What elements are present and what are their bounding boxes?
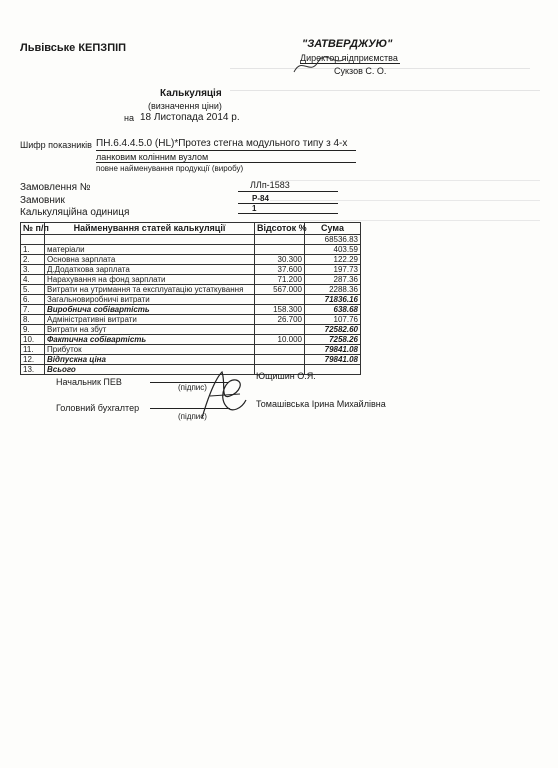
- row-sum: 403.59: [305, 245, 361, 255]
- row-sum: 107.76: [305, 315, 361, 325]
- row-percent: [255, 245, 305, 255]
- product-code-label: Шифр показників: [20, 140, 92, 150]
- table-row: [21, 235, 361, 245]
- chief-signature-caption: (підпис): [178, 383, 207, 392]
- customer-value: Р-84: [252, 194, 269, 203]
- row-percent: [255, 325, 305, 335]
- chief-pev-name: Ющишин О.Я.: [256, 371, 316, 381]
- order-value: ЛЛп-1583: [250, 180, 290, 190]
- row-sum: 72582.60: [305, 325, 361, 335]
- row-number: 6.: [21, 295, 45, 305]
- row-sum: 79841.08: [305, 355, 361, 365]
- table-row: [21, 355, 361, 365]
- header-percent: Відсоток %: [255, 223, 305, 235]
- row-item-name: Відпускна ціна: [45, 355, 255, 365]
- header-sum: Сума: [305, 223, 361, 235]
- row-sum: 68536.83: [305, 235, 361, 245]
- table-row: [21, 265, 361, 275]
- order-label: Замовлення №: [20, 182, 91, 193]
- row-sum: 79841.08: [305, 345, 361, 355]
- document-subtitle: (визначення ціни): [148, 101, 222, 111]
- row-percent: 37.600: [255, 265, 305, 275]
- director-name: Сукзов С. О.: [334, 66, 387, 76]
- table-header-row: [21, 223, 361, 235]
- row-number: 13.: [21, 365, 45, 375]
- row-number: 12.: [21, 355, 45, 365]
- row-percent: [255, 295, 305, 305]
- row-percent: [255, 355, 305, 365]
- row-sum: 71836.16: [305, 295, 361, 305]
- chief-accountant-label: Головний бухгалтер: [56, 403, 140, 413]
- table-row: [21, 245, 361, 255]
- row-sum: 122.29: [305, 255, 361, 265]
- table-row: [21, 295, 361, 305]
- row-number: 9.: [21, 325, 45, 335]
- row-item-name: Д.Додаткова зарплата: [45, 265, 255, 275]
- row-item-name: Нарахування на фонд зарплати: [45, 275, 255, 285]
- unit-value: 1: [252, 204, 257, 213]
- row-percent: 10.000: [255, 335, 305, 345]
- row-percent: 71.200: [255, 275, 305, 285]
- product-name-caption: повне найменування продукції (виробу): [96, 164, 244, 173]
- row-number: 7.: [21, 305, 45, 315]
- customer-label: Замовник: [20, 195, 65, 206]
- row-item-name: Всього: [45, 365, 255, 375]
- row-number: 11.: [21, 345, 45, 355]
- row-number: 8.: [21, 315, 45, 325]
- row-sum: 638.68: [305, 305, 361, 315]
- table-row: [21, 285, 361, 295]
- accountant-signature-caption: (підпис): [178, 412, 207, 421]
- row-item-name: Витрати на утримання та експлуатацію устаткування: [45, 285, 255, 295]
- document-title: Калькуляція: [160, 88, 222, 99]
- row-number: 4.: [21, 275, 45, 285]
- table-row: [21, 315, 361, 325]
- unit-label: Калькуляційна одиниця: [20, 207, 130, 218]
- table-row: [21, 305, 361, 315]
- row-number: 3.: [21, 265, 45, 275]
- row-percent: [255, 345, 305, 355]
- row-item-name: Фактична собівартість: [45, 335, 255, 345]
- product-name-line2: ланковим колінним вузлом: [96, 152, 209, 162]
- row-item-name: матеріали: [45, 245, 255, 255]
- row-number: [21, 235, 45, 245]
- row-percent: 567.000: [255, 285, 305, 295]
- row-item-name: Витрати на збут: [45, 325, 255, 335]
- row-number: 5.: [21, 285, 45, 295]
- row-percent: 158.300: [255, 305, 305, 315]
- table-row: [21, 325, 361, 335]
- approve-stamp-title: "ЗАТВЕРДЖУЮ": [302, 38, 393, 50]
- row-sum: 287.36: [305, 275, 361, 285]
- row-number: 2.: [21, 255, 45, 265]
- row-number: 10.: [21, 335, 45, 345]
- table-row: [21, 255, 361, 265]
- row-sum: 7258.26: [305, 335, 361, 345]
- handwritten-signature: [196, 366, 252, 424]
- header-number: № п/п: [21, 223, 45, 235]
- document-date: 18 Листопада 2014 р.: [140, 112, 240, 123]
- director-title: Директор підприємства: [300, 53, 398, 63]
- row-percent: [255, 235, 305, 245]
- row-item-name: Адміністративні витрати: [45, 315, 255, 325]
- row-number: 1.: [21, 245, 45, 255]
- product-name-line1: ПН.6.4.4.5.0 (HL)*Протез стегна модульного типу з 4-х: [96, 138, 348, 149]
- row-sum: 2288.36: [305, 285, 361, 295]
- row-item-name: Виробнича собівартість: [45, 305, 255, 315]
- chief-accountant-name: Томашівська Ірина Михайлівна: [256, 399, 386, 409]
- organization-name: Львівське КЕПЗПІП: [20, 42, 127, 54]
- calculation-table: [20, 222, 361, 375]
- row-item-name: Загальновиробничі витрати: [45, 295, 255, 305]
- row-sum: 197.73: [305, 265, 361, 275]
- date-prefix: на: [124, 113, 134, 123]
- header-item-name: Найменування статей калькуляції: [45, 223, 255, 235]
- row-item-name: Прибуток: [45, 345, 255, 355]
- table-row: [21, 335, 361, 345]
- row-item-name: [45, 235, 255, 245]
- row-item-name: Основна зарплата: [45, 255, 255, 265]
- row-percent: 26.700: [255, 315, 305, 325]
- table-row: [21, 345, 361, 355]
- row-percent: 30.300: [255, 255, 305, 265]
- chief-pev-label: Начальник ПЕВ: [56, 377, 122, 387]
- table-row: [21, 275, 361, 285]
- director-signature: [290, 50, 350, 80]
